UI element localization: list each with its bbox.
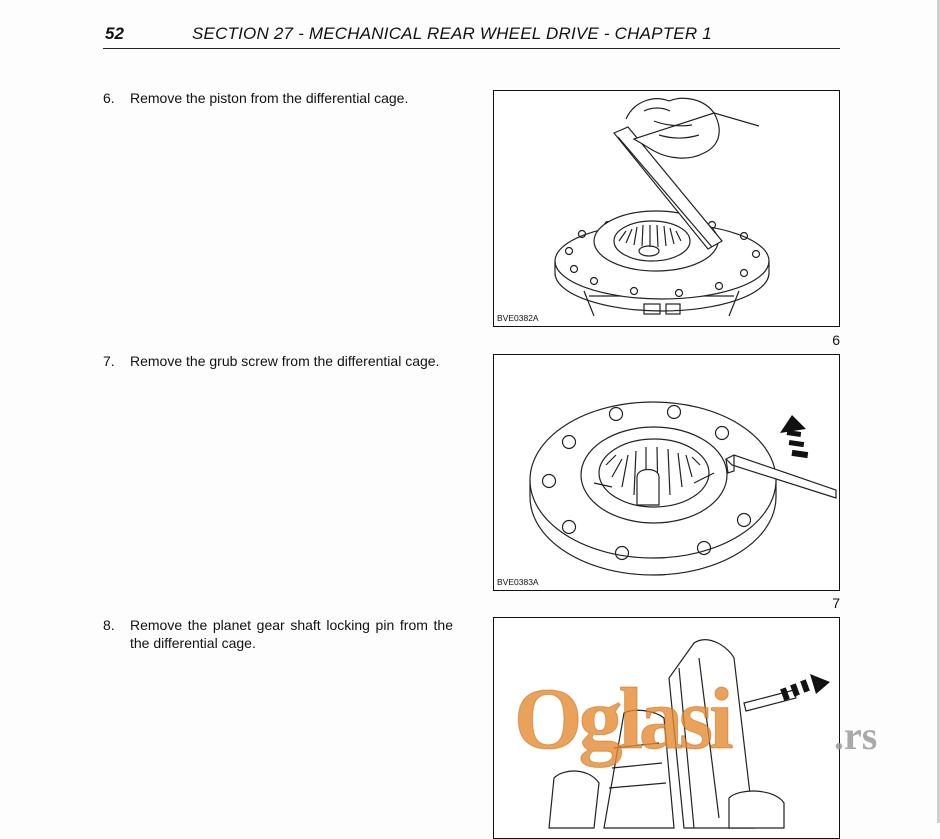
figure-code: BVE0383A	[497, 577, 539, 587]
step-7	[103, 352, 453, 370]
figure-number: 6	[832, 332, 840, 348]
piston-removal-illustration	[494, 91, 839, 326]
page-number: 52	[105, 24, 124, 43]
direction-arrow-icon	[780, 415, 808, 458]
step-number: 7.	[103, 353, 115, 369]
figure-code: BVE0382A	[497, 313, 539, 323]
step-6	[103, 89, 453, 107]
step-text: Remove the planet gear shaft locking pin from the the differential cage.	[130, 617, 453, 651]
step-number: 6.	[103, 90, 115, 106]
oglasi-watermark	[514, 670, 904, 785]
watermark-suffix: .rs	[834, 713, 878, 758]
watermark-brand: Oglasi	[514, 671, 730, 768]
grub-screw-removal-illustration	[494, 355, 839, 590]
figure-number: 7	[832, 595, 840, 611]
step-8	[103, 616, 453, 652]
step-text: Remove the piston from the differential cage.	[130, 90, 409, 106]
section-title: SECTION 27 - MECHANICAL REAR WHEEL DRIVE - CHAPTER 1	[192, 24, 712, 43]
page-header	[103, 22, 840, 49]
step-number: 8.	[103, 617, 115, 633]
figure-6-piston-removal	[493, 90, 840, 327]
step-text: Remove the grub screw from the differential cage.	[130, 353, 440, 369]
figure-7-grub-screw-removal	[493, 354, 840, 591]
